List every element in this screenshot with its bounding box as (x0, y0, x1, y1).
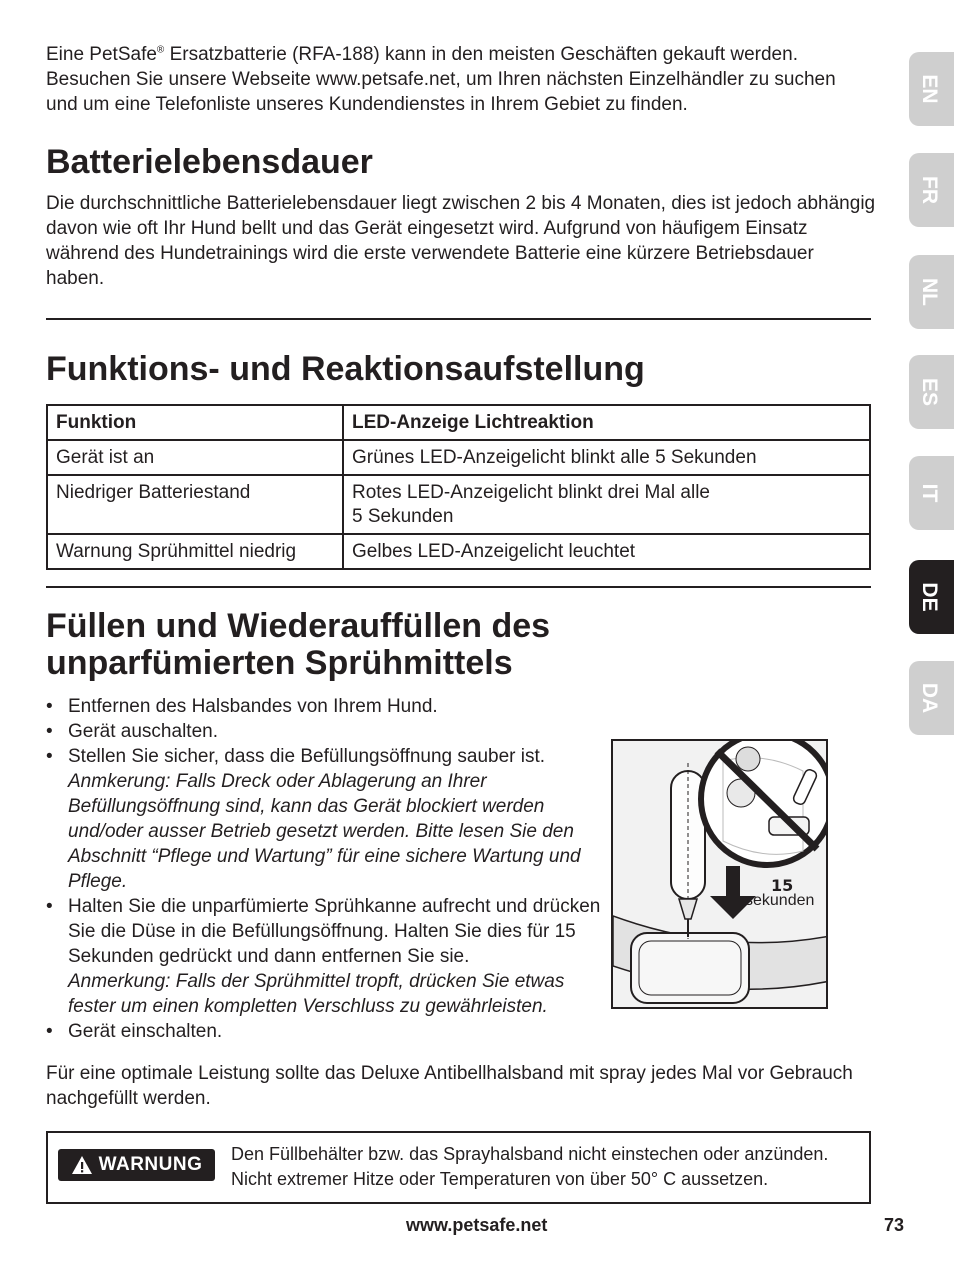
refill-illustration (611, 739, 828, 1009)
reaction-line: Rotes LED-Anzeigelicht blinkt drei Mal alle (352, 482, 710, 503)
intro-paragraph (46, 42, 866, 117)
lang-tab-es[interactable] (909, 355, 954, 429)
collar-receiver (631, 933, 749, 1003)
function-table (46, 404, 871, 570)
list-item (46, 719, 606, 744)
table-cell-function: Gerät ist an (47, 440, 343, 475)
list-item (46, 694, 606, 719)
lang-tab-nl[interactable] (909, 255, 954, 329)
warning-label: WARNUNG (98, 1154, 203, 1175)
table-row (47, 475, 870, 534)
lang-tab-da[interactable] (909, 661, 954, 735)
page-number: 73 (884, 1215, 905, 1235)
filling-heading (46, 608, 746, 682)
table-row (47, 440, 870, 475)
lang-tab-it[interactable] (909, 456, 954, 530)
function-heading: Funktions- und Reaktionsaufstellung (46, 350, 645, 388)
list-item (46, 1019, 606, 1044)
list-item (46, 894, 606, 1019)
step-text: Gerät auschalten. (68, 721, 218, 742)
step-text: Stellen Sie sicher, dass die Befüllungsöffnung sauber ist. (68, 746, 546, 767)
closing-paragraph: Für eine optimale Leistung sollte das Deluxe Antibellhalsband mit spray jedes Mal vor Gebrauch nachgefüllt werden. (46, 1063, 853, 1109)
warning-text: Den Füllbehälter bzw. das Sprayhalsband nicht einstechen oder anzünden. Nicht extremer Hitze oder Temperaturen von über 50° C aussetzen. (231, 1144, 829, 1189)
table-row (47, 534, 870, 569)
table-cell-function: Niedriger Batteriestand (47, 475, 343, 534)
registered-mark: ® (156, 44, 165, 56)
intro-brand: Eine PetSafe (46, 44, 157, 65)
table-header-row (47, 405, 870, 440)
lang-tab-fr[interactable] (909, 153, 954, 227)
lang-tab-label: IT (918, 483, 941, 503)
filling-steps-list (46, 694, 606, 1044)
dog-head-sketch (736, 747, 760, 771)
refill-diagram-svg (613, 741, 828, 1009)
table-cell-reaction (343, 475, 870, 534)
lang-tab-de[interactable] (909, 560, 954, 634)
section-divider (46, 318, 871, 320)
table-cell-function: Warnung Sprühmittel niedrig (47, 534, 343, 569)
table-cell-reaction: Grünes LED-Anzeigelicht blinkt alle 5 Sekunden (343, 440, 870, 475)
column-header-led: LED-Anzeige Lichtreaktion (343, 405, 870, 440)
step-text: Gerät einschalten. (68, 1021, 223, 1042)
figure-seconds-number: 15 (771, 876, 794, 895)
list-item (46, 744, 606, 894)
lang-tab-label: ES (918, 377, 941, 407)
figure-seconds-unit: sekunden (745, 892, 815, 909)
lang-tab-label: NL (918, 278, 941, 306)
down-arrow-shaft (726, 866, 740, 896)
intro-text: Ersatzbatterie (RFA-188) kann in den meisten Geschäften gekauft werden. Besuchen Sie unsere Webseite www.petsafe.net, um Ihren nächsten Einzelhändler zu suchen und um eine Telefonliste unseres Kundendienstes in Ihrem Gebiet zu finden. (46, 44, 836, 115)
step-note: Anmerkung: Falls der Sprühmittel tropft, drücken Sie etwas fester um einen kompletten Verschluss zu gewährleisten. (68, 971, 565, 1017)
warning-triangle-icon (71, 1155, 93, 1175)
warning-box (46, 1131, 871, 1204)
section-divider (46, 586, 871, 588)
step-text: Halten Sie die unparfümierte Sprühkanne aufrecht und drücken Sie die Düse in die Befüllungsöffnung. Halten Sie dies für 15 Sekunden gedrückt und dann entfernen Sie sie. (68, 896, 601, 967)
lang-tab-label: DA (918, 682, 941, 714)
lang-tab-label: EN (918, 74, 941, 104)
battery-heading: Batterielebensdauer (46, 143, 373, 181)
reaction-line: 5 Sekunden (352, 506, 454, 527)
filling-heading-line: unparfümierten Sprühmittels (46, 644, 513, 682)
spray-nozzle (679, 899, 697, 919)
column-header-function: Funktion (47, 405, 343, 440)
lang-tab-label: DE (918, 582, 941, 612)
lang-tab-en[interactable] (909, 52, 954, 126)
filling-heading-line: Füllen und Wiederauffüllen des (46, 607, 551, 645)
table-cell-reaction: Gelbes LED-Anzeigelicht leuchtet (343, 534, 870, 569)
step-note: Anmkerung: Falls Dreck oder Ablagerung an Ihrer Befüllungsöffnung sind, kann das Gerät blockiert werden und/oder ausser Betrieb gesetzt werden. Bitte lesen Sie den Abschnitt “Pflege und Wartung” für eine sichere Wartung und Pflege. (68, 771, 581, 892)
step-text: Entfernen des Halsbandes von Ihrem Hund. (68, 696, 438, 717)
lang-tab-label: FR (918, 176, 941, 204)
footer-url[interactable]: www.petsafe.net (406, 1215, 548, 1235)
prohibition-circle (701, 741, 828, 865)
battery-paragraph: Die durchschnittliche Batterielebensdauer liegt zwischen 2 bis 4 Monaten, dies ist jedoch abhängig davon wie oft Ihr Hund bellt und das Gerät eingesetzt wird. Aufgrund von häufigem Einsatz während des Hundetrainings wird die erste verwendete Batterie eine kürzere Betriebsdauer haben. (46, 193, 876, 289)
warning-badge (58, 1149, 215, 1181)
